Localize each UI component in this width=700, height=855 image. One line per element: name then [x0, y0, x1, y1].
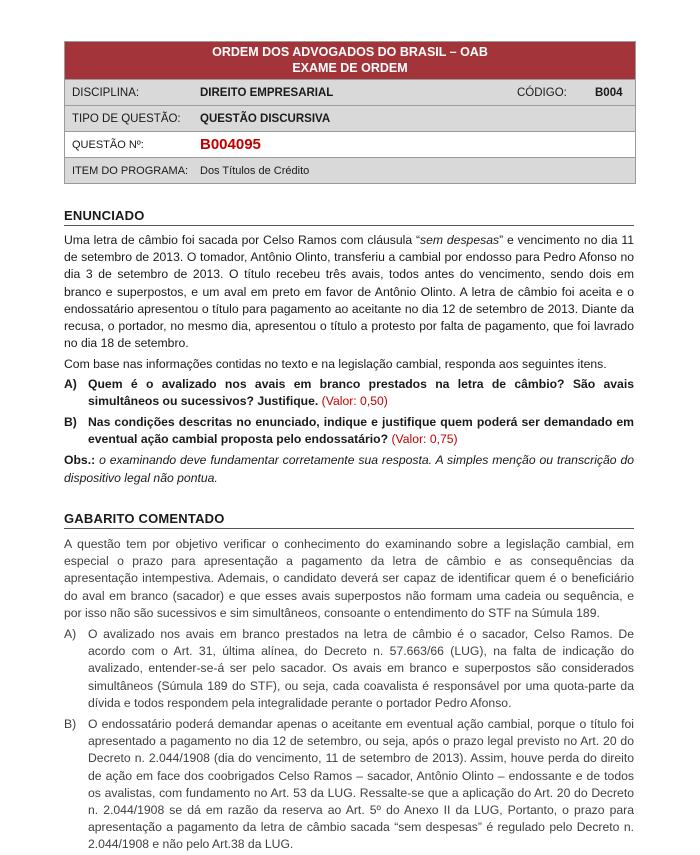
gabarito-heading: GABARITO COMENTADO [64, 511, 634, 529]
tipo-row [65, 105, 635, 131]
answer-a-label: A) [64, 627, 77, 642]
enunciado-p1-italic: sem despesas [420, 233, 500, 247]
question-b-text: Nas condições descritas no enunciado, indique e justifique quem poderá ser demandado em eventual ação cambial proposta pelo endossatário? [88, 415, 634, 447]
header-title [65, 42, 635, 79]
enunciado-p1-start: Uma letra de câmbio foi sacada por Celso Ramos com cláusula “ [64, 233, 421, 247]
question-a-text: Quem é o avalizado nos avais em branco prestados na letra de câmbio? São avais simultâneos ou sucessivos? Justifique. [88, 376, 634, 408]
item-programa-value: Dos Títulos de Crédito [200, 164, 310, 177]
enunciado-p1-end: ” e vencimento no dia 11 de setembro de 2013. O tomador, Antônio Olinto, transferiu a cambial por endosso para Pedro Afonso no dia 3 de setembro de 2013. O título recebeu três avais, todos antes do vencimento, sendo dois em branco e superpostos, e um aval em preto em favor de Antônio Olinto. A letra de câmbio foi aceita e o endossatário apresentou o título para pagamento ao aceitante no dia 12 de setembro de 2013. Diante da recusa, o portador, no mesmo dia, apresentou o título a protesto por falta de pagamento, que foi lavrado no dia 18 de setembro. [64, 233, 634, 351]
gabarito-section [64, 511, 634, 854]
tipo-label: TIPO DE QUESTÃO: [72, 112, 181, 125]
disciplina-value: DIREITO EMPRESARIAL [200, 86, 334, 99]
header-title-line1: ORDEM DOS ADVOGADOS DO BRASIL – OAB [212, 45, 488, 59]
answer-b [64, 716, 634, 854]
question-a-label: A) [64, 376, 77, 391]
header-title-line2: EXAME DE ORDEM [292, 61, 408, 75]
questao-label: QUESTÃO Nº: [72, 138, 144, 151]
enunciado-instruction: Com base nas informações contidas no texto e na legislação cambial, responda aos seguintes itens. [64, 357, 607, 372]
obs-text: o examinando deve fundamentar corretamente sua resposta. A simples menção ou transcrição do dispositivo legal não pontua. [64, 453, 634, 485]
gabarito-intro: A questão tem por objetivo verificar o conhecimento do examinando sobre a legislação cambial, em especial o prazo para apresentação a pagamento da letra de câmbio e as consequências da apresentação intempestiva. Ademais, o candidato deverá ser capaz de identificar quem é o beneficiário do aval em branco (sacador) e que esses avais superpostos não formam uma cadeia ou sequência, e por isso não são sucessivos e sim simultâneos, consoante o entendimento do STF na Súmula 189. [64, 537, 634, 620]
question-b [64, 414, 634, 448]
question-b-label: B) [64, 415, 77, 430]
answer-b-label: B) [64, 717, 77, 732]
answer-a-text: O avalizado nos avais em branco prestados na letra de câmbio é o sacador, Celso Ramos. De acordo com o Art. 31, última alínea, do Decreto n. 57.663/66 (LUG), na falta de indicação do avalizado, entender-se-á ser pelo sacador. Os avais em branco e superpostos são considerados simultâneos (Súmula 189 do STF), ou seja, cada coavalista é responsável por uma quota-parte da dívida e todos respondem pela integralidade perante o portador Pedro Afonso. [88, 627, 634, 710]
disciplina-label: DISCIPLINA: [72, 86, 140, 99]
item-programa-label: ITEM DO PROGRAMA: [72, 164, 189, 177]
question-b-body [88, 414, 634, 448]
tipo-value: QUESTÃO DISCURSIVA [200, 112, 331, 125]
document-page [64, 41, 634, 852]
enunciado-paragraph [64, 232, 634, 352]
answer-b-text: O endossatário poderá demandar apenas o aceitante em eventual ação cambial, porque o título foi apresentado a pagamento no dia 12 de setembro, ou seja, após o prazo legal previsto no Art. 20 do Decreto n. 2.044/1908 (dia do vencimento, 11 de setembro de 2013). Assim, houve perda do direito de ação em face dos coobrigados Celso Ramos – sacador, Antônio Olinto – endossante e de todos os avalistas, com fundamento no Art. 53 da LUG. Ressalte-se que a aplicação do Art. 20 do Decreto n. 2.044/1908 se dá em razão da reserva ao Art. 5º do Anexo II da LUG, Portanto, o prazo para apresentação a pagamento da letra de câmbio sacada “sem despesas” é regulado pelo Decreto n. 2.044/1908 e não pelo Art.38 da LUG. [88, 717, 634, 852]
answer-a [64, 626, 634, 712]
questao-row [65, 131, 635, 157]
obs-note [64, 452, 634, 486]
question-a [64, 376, 634, 410]
codigo-value: B004 [595, 86, 623, 99]
item-row [65, 157, 635, 183]
question-a-value: (Valor: 0,50) [321, 393, 388, 408]
header-table [64, 41, 636, 184]
question-a-body [88, 376, 634, 410]
enunciado-heading: ENUNCIADO [64, 208, 634, 226]
enunciado-section [64, 208, 634, 487]
question-b-value: (Valor: 0,75) [391, 432, 458, 447]
obs-label: Obs.: [64, 453, 96, 468]
disciplina-row [65, 79, 635, 105]
codigo-label: CÓDIGO: [517, 86, 567, 99]
questao-value: B004095 [200, 136, 261, 153]
